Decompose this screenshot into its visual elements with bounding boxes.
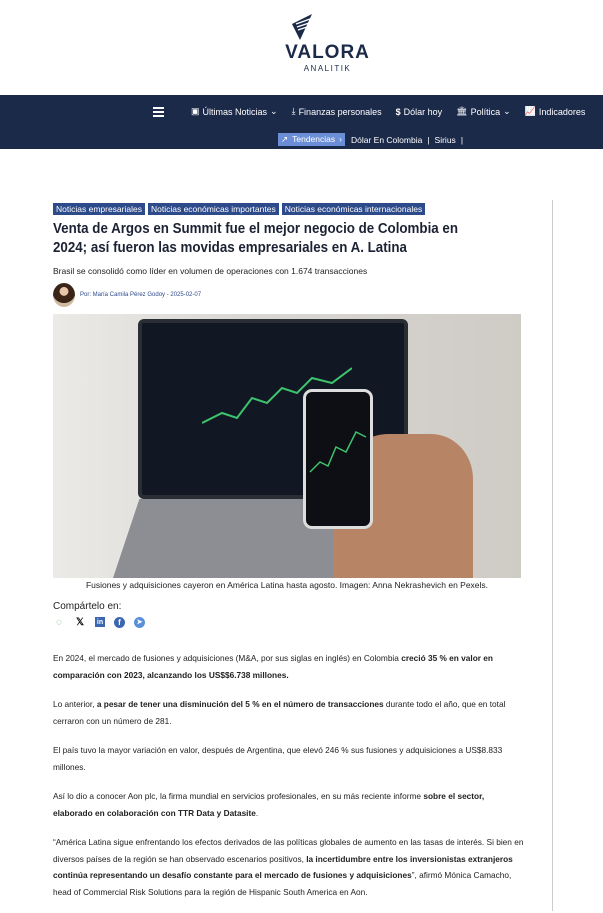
telegram-icon[interactable]: ➤ <box>134 617 145 628</box>
logo-sub: ANALITIK <box>303 64 352 73</box>
facebook-icon[interactable]: f <box>114 617 125 628</box>
paragraph: Así lo dio a conocer Aon plc, la firma mundial en servicios profesionales, en su más reciente informe sobre el sector, elaborado en colaboración con TTR Data y Datasite. <box>53 791 485 818</box>
paragraph: “América Latina sigue enfrentando los efectos derivados de las políticas globales de aumento en las tasas de interés. Si bien en diversos países de la región se han observado escenarios positivos, la incertidumbre entre los inversionistas extranjeros continúa representando un desafío constante para el mercado de fusiones y adquisiciones”, afirmó Mónica Camacho, head of Commercial Risk Solutions para la región de Hispanic South America en Aon. <box>53 837 524 897</box>
nav-label: Finanzas personales <box>298 106 382 117</box>
tag[interactable]: Noticias económicas importantes <box>148 203 279 215</box>
trend-icon: ↗ <box>281 134 289 144</box>
sidebar-divider <box>552 200 553 911</box>
tag[interactable]: Noticias económicas internacionales <box>282 203 426 215</box>
article-header <box>53 203 523 307</box>
article-image <box>53 314 521 578</box>
trend-link-sirius[interactable]: Sirius <box>434 134 456 145</box>
paragraph: Lo anterior, a pesar de tener una disminución del 5 % en el número de transacciones durante todo el año, que en total cerraron con un número de 281. <box>53 699 506 726</box>
article-subtitle: Brasil se consolidó como líder en volumen de operaciones con 1.674 transacciones <box>53 266 368 276</box>
menu-icon[interactable] <box>153 107 164 117</box>
author-avatar <box>53 283 75 307</box>
trend-link-dolar[interactable]: Dólar En Colombia <box>350 134 423 145</box>
chevron-right-icon: › <box>339 134 342 144</box>
nav-indicadores[interactable] <box>525 106 586 117</box>
nav-label: Últimas Noticias <box>202 106 268 117</box>
share-label: Compártelo en: <box>53 601 122 612</box>
nav-label: Indicadores <box>538 106 586 117</box>
nav-politica[interactable] <box>456 106 511 117</box>
trending-label <box>278 133 345 146</box>
site-logo[interactable] <box>0 14 603 73</box>
paragraph: El país tuvo la mayor variación en valor, después de Argentina, que elevó 246 % sus fusiones y adquisiciones a US$8.833 millones. <box>53 745 503 772</box>
nav-finanzas[interactable] <box>292 106 382 117</box>
article-title: Venta de Argos en Summit fue el mejor negocio de Colombia en 2024; así fueron las movidas empresariales en A. Latina <box>53 221 458 256</box>
tag[interactable]: Noticias empresariales <box>53 203 145 215</box>
news-icon: ▣ <box>191 106 200 116</box>
whatsapp-icon[interactable]: ◌ <box>56 616 62 628</box>
nav-label: Dólar hoy <box>403 106 443 117</box>
divider: | <box>427 134 430 145</box>
phone-illustration <box>303 389 373 529</box>
article-body <box>53 650 525 913</box>
chart-icon: 📈 <box>524 106 536 116</box>
image-caption: Fusiones y adquisiciones cayeron en América Latina hasta agosto. Imagen: Anna Nekrashevich en Pexels. <box>85 580 489 590</box>
x-icon[interactable]: 𝕏 <box>75 616 85 628</box>
trend-text: Tendencias <box>292 134 336 144</box>
chevron-down-icon: ⌄ <box>503 106 511 116</box>
nav-ultimas-noticias[interactable] <box>191 106 278 117</box>
dollar-icon: $ <box>395 106 401 117</box>
main-nav <box>0 95 603 149</box>
hand-coin-icon: ⤓ <box>291 106 296 116</box>
nav-label: Política <box>470 106 501 117</box>
byline[interactable]: Por: María Camila Pérez Godoy - 2025-02-07 <box>80 292 202 298</box>
paragraph: En 2024, el mercado de fusiones y adquisiciones (M&A, por sus siglas en inglés) en Colombia creció 35 % en valor en comparación con 2023, alcanzando los US$$6.738 millones. <box>53 653 493 680</box>
bank-icon: 🏛 <box>456 106 468 116</box>
linkedin-icon[interactable]: in <box>96 618 104 626</box>
chevron-down-icon: ⌄ <box>270 106 278 116</box>
logo-name: VALORA <box>285 42 370 63</box>
logo-mark-icon <box>290 14 314 40</box>
divider: | <box>460 134 464 145</box>
nav-dolar-hoy[interactable] <box>396 107 443 117</box>
